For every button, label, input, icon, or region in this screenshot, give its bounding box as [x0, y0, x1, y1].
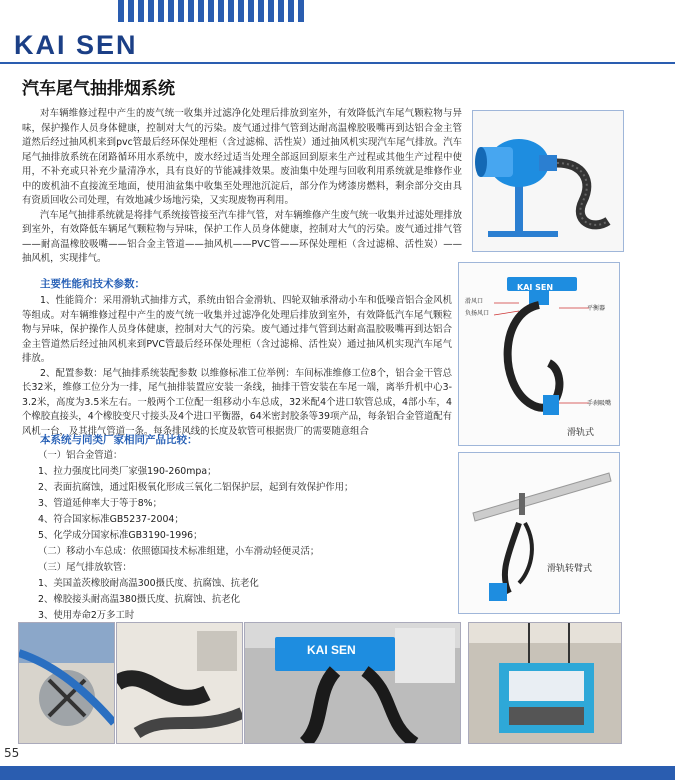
compare-list: [38, 448, 458, 624]
brand-logo: KAI SEN: [14, 30, 138, 60]
diagram-brand-label: KAI SEN: [517, 283, 554, 292]
rail-type-diagram: [458, 262, 620, 446]
intro-paragraph-2: 汽车尾气抽排系统就是将排气系统接管接至汽车排气管，对车辆维修产生废气统一收集并过滤处理排放到室外，有效降低车辆尾气颗粒物与异味，保护工作人员身体健康，控制对大气的污染。废气通过排气管——耐高温橡胶吸嘴——铝合金主管道——抽风机——PVC管——环保处理柜（含过滤棉、活性炭）——抽风机，实现排气。: [22, 209, 462, 264]
compare-line: 2、表面抗腐蚀，通过阳极氧化形成三氧化二铝保护层，起到有效保护作用；: [38, 482, 354, 493]
compare-line: 3、管道延伸率大于等于8%；: [38, 498, 162, 509]
diagram-tag: 平衡器: [587, 305, 606, 312]
compare-line: （三）尾气排放软管：: [38, 562, 132, 573]
photo-brand-label: KAI SEN: [307, 643, 356, 657]
diagram-tag: 滑风口: [465, 298, 484, 305]
header-rule: [0, 62, 675, 64]
diagram-tag: 手刹吸嘴: [587, 400, 612, 407]
compare-line: 1、美国盖茨橡胶耐高温300摄氏度、抗腐蚀、抗老化: [38, 578, 259, 589]
fan-unit-photo: [472, 110, 624, 252]
compare-line: （二）移动小车总成：依照德国技术标准组建，小车滑动轻便灵活；: [38, 546, 320, 557]
intro-paragraph-1: 对车辆维修过程中产生的废气统一收集并过滤净化处理后排放到室外，有效降低汽车尾气颗粒物与异味，保护操作人员身体健康，控制对大气的污染。废气通过排气管到达耐高温橡胶吸嘴再到达铝合金主管道然后经过抽风机来到pvc管最后经环保处理柜（含过滤棉、活性炭）通过抽风机实现汽车尾气排放。汽车尾气抽排放系统在闭路循环用水系统中，废水经过适当处理全部返回到原来生产过程或其他生产过程中使用，不补充或只补充少量清净水，具有良好的节能减排效果。废油集中处理与回收利用系统就是维修作业中的废机油不直接流至地面，使用油盆集中收集至处理池沉淀后，部分作为烤漆房燃料，剩余部分交由具有资质回收公司处理，有效地减少场地污染，又实现废物再利用。: [22, 108, 462, 206]
diagram-tag: 负扬风口: [465, 310, 490, 317]
features-paragraph-1: 1、性能简介：采用滑轨式抽排方式，系统由铝合金滑轨、四轮双轴承滑动小车和低噪音铝合金风机等组成。对车辆维修过程中产生的废气统一收集并过滤净化处理后排放到室外，有效降低汽车尾气颗粒物与异味，保护操作人员身体健康，控制对大气的污染。废气通过排气管到达耐高温胶吸嘴再到达铝合金主管道然后经过抽风机来到PVC管最后经环保处理柜（含过滤棉、活性炭）通过抽风机实现汽车尾气排放。: [22, 295, 452, 364]
rail-caption: 滑轨式: [567, 428, 595, 438]
features-heading: 主要性能和技术参数：: [40, 278, 145, 290]
compare-line: （一）铝合金管道：: [38, 450, 123, 461]
compare-line: 2、橡胶接头耐高温380摄氏度、抗腐蚀、抗老化: [38, 594, 240, 605]
features-paragraph-2: 2、配置参数：尾气抽排系统装配参数 以维修标准工位举例：车间标准维修工位8个，铝合金干管总长32米，维修工位分为一排，尾气抽排装置应安装一条线，抽排干管安装在车尾一端，离举升机中心3-3.2米，高度为3.5米左右。一般两个工位配一组移动小车总成，32米配4个进口软管总成，4部小车，4个橡胶直接头，4个橡胶变尺寸接头及4个进口平衡器，64米密封胶条等39项产品，每条铝合金管道配有风机一台，及其排气管道一条。每条排风线的长度及软管可根据贵厂的需要随意组合: [22, 367, 452, 437]
hose-closeup-photo-2: [116, 622, 243, 744]
bus-garage-photo: [468, 622, 622, 744]
features-text: [22, 294, 452, 439]
compare-heading: 本系统与同类厂家相同产品比较：: [40, 434, 198, 446]
compare-line: 1、拉力强度比同类厂家强190-260mpa；: [38, 466, 217, 477]
rail-arm-caption: 滑轨转臂式: [547, 564, 593, 574]
compare-line: 4、符合国家标准GB5237-2004；: [38, 514, 184, 525]
compare-line: 3、使用寿命2万多工时: [38, 610, 135, 621]
page-title: 汽车尾气抽排烟系统: [22, 79, 175, 99]
compare-line: 5、化学成分国家标准GB3190-1996；: [38, 530, 203, 541]
rail-installation-photo: [244, 622, 461, 744]
footer-bar: [0, 766, 675, 780]
intro-text: [22, 107, 462, 267]
rail-arm-diagram: [458, 452, 620, 614]
header-stripes: [118, 0, 308, 22]
hose-closeup-photo-1: [18, 622, 115, 744]
page-number: 55: [4, 746, 20, 760]
